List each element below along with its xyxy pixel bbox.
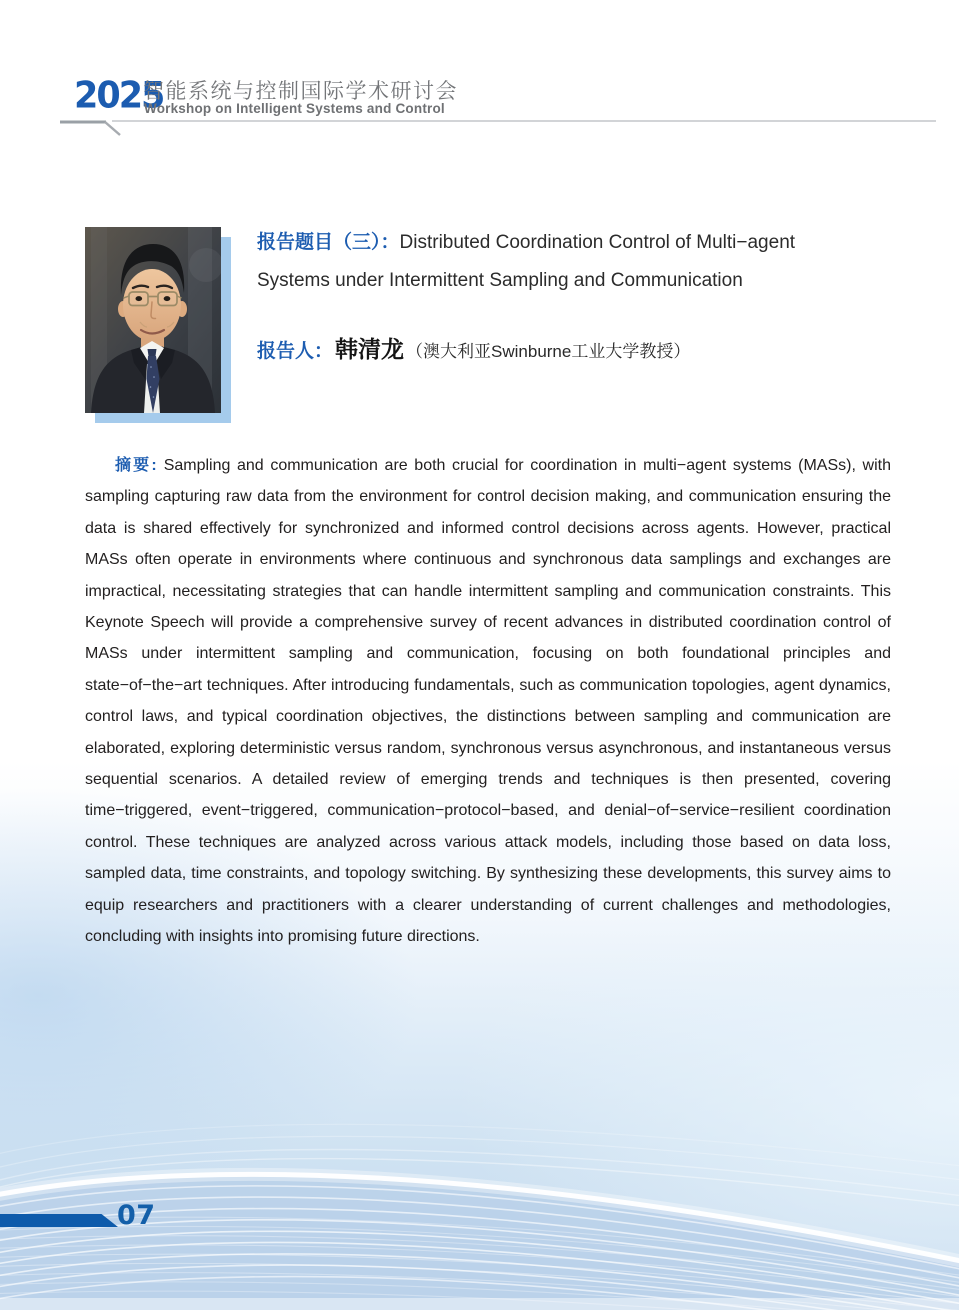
talk-title-line2: Systems under Intermittent Sampling and Communication (257, 270, 743, 291)
speaker-portrait-illustration (85, 227, 221, 413)
header-rule (60, 114, 936, 140)
abstract-body: Sampling and communication are both crucial for coordination in multi−agent systems (MASs), with sampling capturing raw data from the environment for control decision making, and communication ensuring the data is shared effectively for synchronized and informed control decisions across agents. However, practical MASs often operate in environments where continuous and synchronous data samplings and exchanges are impractical, necessitating strategies that can handle intermittent sampling and communication constraints. This Keynote Speech will provide a comprehensive survey of recent advances in distributed coordination control of MASs under intermittent sampling and communication, focusing on both foundational principles and state−of−the−art techniques. After introducing fundamentals, such as communication topologies, agent dynamics, control laws, and typical coordination objectives, the distinctions between sampling and communication are elaborated, exploring deterministic versus random, synchronous versus asynchronous, and instantaneous versus sequential scenarios. A detailed review of emerging trends and techniques is then presented, covering time−triggered, event−triggered, communication−protocol−based, and denial−of−service−resilient coordination control. These techniques are analyzed across various attack models, including those based on data loss, sampled data, time constraints, and topology switching. By synthesizing these developments, this survey aims to equip researchers and practitioners with a clearer understanding of current challenges and methodologies, concluding with insights into promising future directions. (85, 457, 891, 946)
talk-title-label: 报告题目（三）： (257, 232, 400, 253)
presenter-label: 报告人： (257, 341, 334, 362)
abstract-paragraph (85, 450, 891, 953)
talk-title (257, 224, 897, 300)
talk-title-line1: Distributed Coordination Control of Multi−agent (399, 232, 796, 253)
wave-decoration (0, 1040, 959, 1310)
page-number: 07 (117, 1200, 156, 1231)
workshop-title-en: Workshop on Intelligent Systems and Control (144, 101, 445, 116)
presenter-name: 韩清龙 (335, 336, 405, 362)
logo-2025: 2025 (74, 75, 164, 117)
abstract-label: 摘要: (115, 457, 157, 474)
presenter-affiliation: （澳大利亚Swinburne工业大学教授） (406, 342, 691, 361)
speaker-photo (85, 227, 221, 413)
workshop-title-zh: 智能系统与控制国际学术研讨会 (143, 80, 458, 103)
presenter-line (257, 333, 897, 368)
footer-accent-bar (0, 1214, 118, 1227)
